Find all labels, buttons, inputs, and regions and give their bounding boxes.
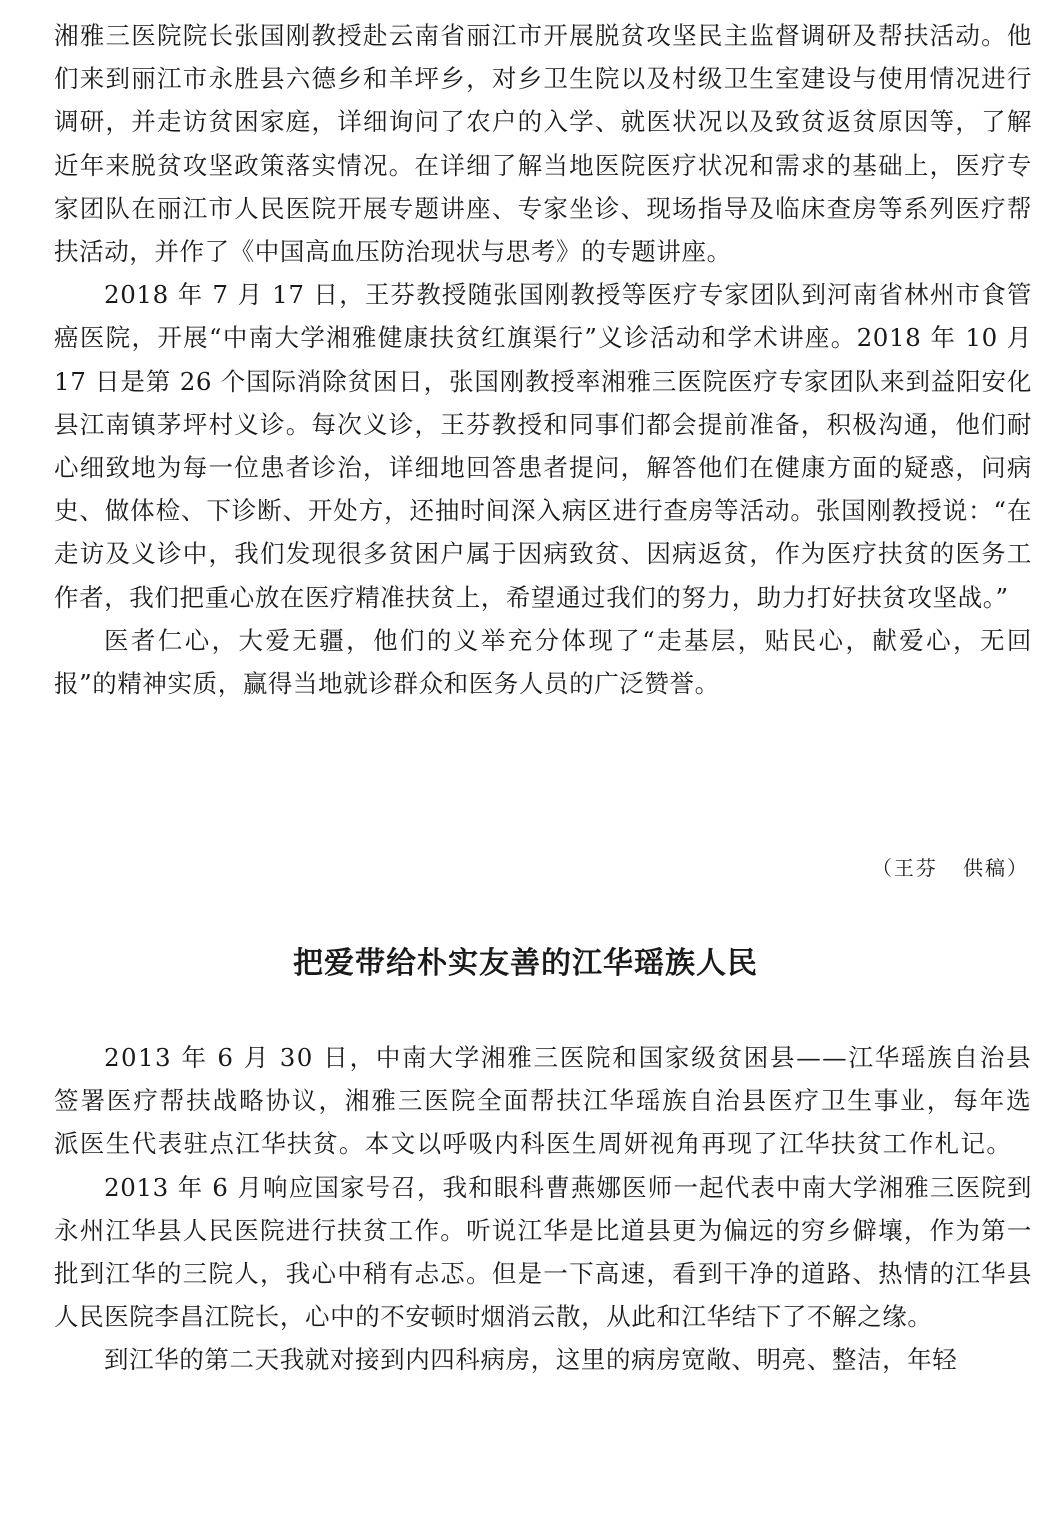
article-one-paragraph-3: 医者仁心，大爱无疆，他们的义举充分体现了“走基层，贴民心，献爱心，无回报”的精神实质，赢得当地就诊群众和医务人员的广泛赞誉。 [54, 625, 1032, 699]
article-two-body [54, 1036, 1032, 1382]
article-one-body [54, 14, 1032, 705]
article-two-title: 把爱带给朴实友善的江华瑶族人民 [293, 946, 758, 981]
article-two-intro: 2013 年 6 月 30 日，中南大学湘雅三医院和国家级贫困县——江华瑶族自治县签署医疗帮扶战略协议，湘雅三医院全面帮扶江华瑶族自治县医疗卫生事业，每年选派医生代表驻点江华扶贫。本文以呼吸内科医生周妍视角再现了江华扶贫工作札记。 [54, 1043, 1032, 1159]
article-two-paragraph-2: 到江华的第二天我就对接到内四科病房，这里的病房宽敞、明亮、整洁，年轻 [104, 1345, 958, 1375]
article-one-paragraph-2: 2018 年 7 月 17 日，王芬教授随张国刚教授等医疗专家团队到河南省林州市食管癌医院，开展“中南大学湘雅健康扶贫红旗渠行”义诊活动和学术讲座。2018 年 10 月 17 日是第 26 个国际消除贫困日，张国刚教授率湘雅三医院医疗专家团队来到益阳安化县江南镇茅坪村义诊。每次义诊，王芬教授和同事们都会提前准备，积极沟通，他们耐心细致地为每一位患者诊治，详细地回答患者提问，解答他们在健康方面的疑惑，问病史、做体检、下诊断、开处方，还抽时间深入病区进行查房等活动。张国刚教授说：“在走访及义诊中，我们发现很多贫困户属于因病致贫、因病返贫，作为医疗扶贫的医务工作者，我们把重心放在医疗精准扶贫上，希望通过我们的努力，助力打好扶贫攻坚战。” [54, 280, 1032, 612]
article-one-paragraph-1: 湘雅三医院院长张国刚教授赴云南省丽江市开展脱贫攻坚民主监督调研及帮扶活动。他们来到丽江市永胜县六德乡和羊坪乡，对乡卫生院以及村级卫生室建设与使用情况进行调研，并走访贫困家庭，详细询问了农户的入学、就医状况以及致贫返贫原因等，了解近年来脱贫攻坚政策落实情况。在详细了解当地医院医疗状况和需求的基础上，医疗专家团队在丽江市人民医院开展专题讲座、专家坐诊、现场指导及临床查房等系列医疗帮扶活动，并作了《中国高血压防治现状与思考》的专题讲座。 [54, 21, 1032, 267]
article-one-attribution: （王芬 供稿） [871, 856, 1029, 880]
article-two-paragraph-1: 2013 年 6 月响应国家号召，我和眼科曹燕娜医师一起代表中南大学湘雅三医院到永州江华县人民医院进行扶贫工作。听说江华是比道县更为偏远的穷乡僻壤，作为第一批到江华的三院人，我心中稍有忐忑。但是一下高速，看到干净的道路、热情的江华县人民医院李昌江院长，心中的不安顿时烟消云散，从此和江华结下了不解之缘。 [54, 1172, 1032, 1332]
